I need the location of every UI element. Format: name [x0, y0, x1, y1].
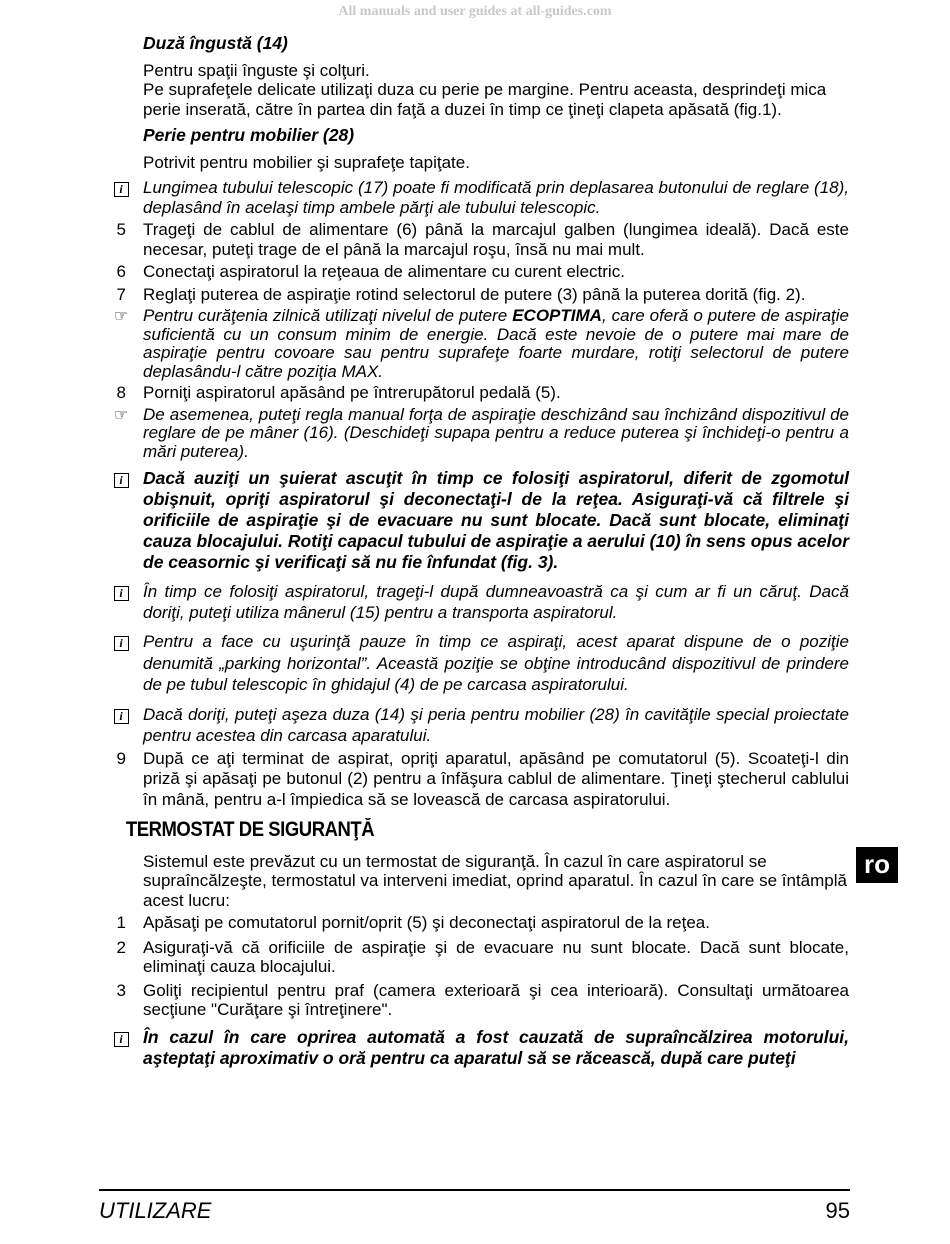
- list-item: [0, 262, 849, 282]
- info-note: [0, 704, 849, 747]
- section-heading: TERMOSTAT DE SIGURANŢĂ: [125, 818, 375, 841]
- step-number: 3: [116, 980, 126, 1000]
- step-text: Reglaţi puterea de aspiraţie rotind selectorul de putere (3) până la puterea dorită (fig. 2).: [143, 284, 806, 304]
- list-item: [0, 220, 849, 259]
- note-text: De asemenea, puteţi regla manual forţa de aspiraţie deschizând sau închizând dispozitivul de reglare de pe mâner (16). (Deschideţi supapa pentru a reduce puterea şi închideţi-o pentru a mări puterea).: [143, 404, 849, 461]
- paragraph: Pentru spaţii înguste şi colţuri.: [143, 60, 370, 80]
- step-text: Asiguraţi-vă că orificiile de aspiraţie şi de evacuare nu sunt blocate. Dacă sunt blocate, eliminaţi cauza blocajului.: [143, 937, 849, 976]
- warning-note: [0, 468, 849, 573]
- paragraph: Sistemul este prevăzut cu un termostat de siguranţă. În cazul în care aspiratorul se supraîncălzeşte, termostatul va interveni imediat, oprind aparatul. În cazul în care se întâmplă acest lucru:: [143, 851, 847, 910]
- step-number: 9: [116, 748, 126, 768]
- info-note: [0, 631, 849, 696]
- language-tab: ro: [856, 847, 898, 883]
- step-number: 1: [116, 913, 126, 932]
- list-item: [0, 383, 849, 403]
- list-item: [0, 938, 849, 977]
- footer-divider: [99, 1189, 850, 1191]
- note-text: Pentru a face cu uşurinţă pauze în timp ce aspiraţi, acest aparat dispune de o poziţie denumită „parking horizontal”. Această poziţie se obţine introducând dispozitivul de prindere de pe tubul telescopic în ghidajul (4) de pe carcasa aspiratorului.: [143, 632, 849, 694]
- info-note: [0, 581, 849, 623]
- page-number: 95: [825, 1198, 850, 1223]
- step-text: Trageţi de cablul de alimentare (6) până la marcajul galben (lungimea ideală). Dacă este necesar, puteţi trage de el până la marcajul roşu, însă nu mai mult.: [143, 220, 849, 259]
- heading-perie: Perie pentru mobilier (28): [143, 125, 355, 145]
- step-text: După ce aţi terminat de aspirat, opriţi aparatul, apăsând pe comutatorul (5). Scoateţi-l din priză şi apăsaţi pe butonul (2) pentru a înfăşura cablul de alimentare. Ţineţi ştecherul cablului în mână, pentru a-l împiedica să se lovească de carcasa aspiratorului.: [143, 748, 849, 809]
- step-number: 2: [116, 937, 126, 957]
- info-icon: i: [108, 704, 134, 726]
- paragraph: Pe suprafeţele delicate utilizaţi duza cu perie pe margine. Pentru aceasta, desprindeţi mica perie inserată, către în partea din faţă a duzei în timp ce ţineţi clapeta apăsată (fig.1).: [143, 80, 827, 119]
- warning-note: [0, 1027, 849, 1069]
- info-icon: i: [108, 468, 134, 489]
- step-number: 8: [116, 383, 126, 402]
- list-item: [0, 749, 849, 811]
- paragraph: Potrivit pentru mobilier şi suprafeţe tapiţate.: [143, 152, 470, 172]
- note-text: Pentru curăţenia zilnică utilizaţi nivelul de putere ECOPTIMA, care oferă o putere de aspiraţie suficientă cu un consum minim de energie. Dacă este nevoie de o putere mai mare de aspiraţie pentru covoare sau pentru suprafeţe foarte murdare, rotiţi selectorul de putere deplasându-l către poziţia MAX.: [143, 306, 850, 381]
- list-item: [0, 913, 849, 933]
- note-text: În cazul în care oprirea automată a fost cauzată de supraîncălzirea motorului, aşteptaţi aproximativ o oră pentru ca aparatul să se răcească, după care puteţi: [143, 1026, 849, 1068]
- step-text: Conectaţi aspiratorul la reţeaua de alimentare cu curent electric.: [143, 262, 625, 281]
- heading-duza: Duză îngustă (14): [143, 33, 288, 53]
- info-note: [0, 178, 849, 217]
- note-text: Dacă doriţi, puteţi aşeza duza (14) şi peria pentru mobilier (28) în cavităţile special proiectate pentru acestea din carcasa aparatului.: [143, 704, 849, 745]
- watermark: All manuals and user guides at all-guides.com: [338, 4, 612, 19]
- list-item: [0, 285, 849, 305]
- step-number: 5: [116, 220, 126, 239]
- step-number: 6: [116, 262, 126, 281]
- step-number: 7: [116, 284, 126, 304]
- page-content: [0, 34, 950, 1069]
- info-icon: i: [108, 581, 134, 602]
- footer-section-title: UTILIZARE: [99, 1198, 212, 1223]
- info-icon: i: [108, 178, 134, 198]
- step-text: Porniţi aspiratorul apăsând pe întrerupătorul pedală (5).: [143, 383, 561, 402]
- tip-note: [0, 406, 849, 462]
- step-text: Apăsaţi pe comutatorul pornit/oprit (5) şi deconectaţi aspiratorul de la reţea.: [143, 913, 710, 932]
- pointing-hand-icon: ☞: [113, 308, 129, 325]
- pointing-hand-icon: ☞: [113, 406, 129, 424]
- note-text: În timp ce folosiţi aspiratorul, trageţi-l după dumneavoastră ca şi cum ar fi un căruţ. Dacă doriţi, puteţi utiliza mânerul (15) pentru a transporta aspiratorul.: [143, 582, 849, 622]
- info-icon: i: [108, 631, 134, 653]
- note-text: Lungimea tubului telescopic (17) poate fi modificată prin deplasarea butonului de reglare (18), deplasând în acelaşi timp ambele părţi ale tubului telescopic.: [143, 178, 849, 217]
- info-icon: i: [108, 1027, 134, 1048]
- note-text: Dacă auziţi un şuierat ascuţit în timp ce folosiţi aspiratorul, diferit de zgomotul obişnuit, opriţi aspiratorul şi deconectaţi-l de la reţea. Asiguraţi-vă că filtrele şi orificiile de aspiraţie şi de evacuare nu sunt blocate. Dacă sunt blocate, eliminaţi cauza blocajului. Rotiţi capacul tubului de aspiraţie a aerului (10) în sens opus acelor de ceasornic şi verificaţi să nu fie înfundat (fig. 3).: [143, 468, 850, 572]
- tip-note: [0, 307, 849, 381]
- list-item: [0, 981, 849, 1020]
- step-text: Goliţi recipientul pentru praf (camera exterioară şi cea interioară). Consultaţi următoarea secţiune "Curăţare şi întreţinere".: [143, 980, 849, 1019]
